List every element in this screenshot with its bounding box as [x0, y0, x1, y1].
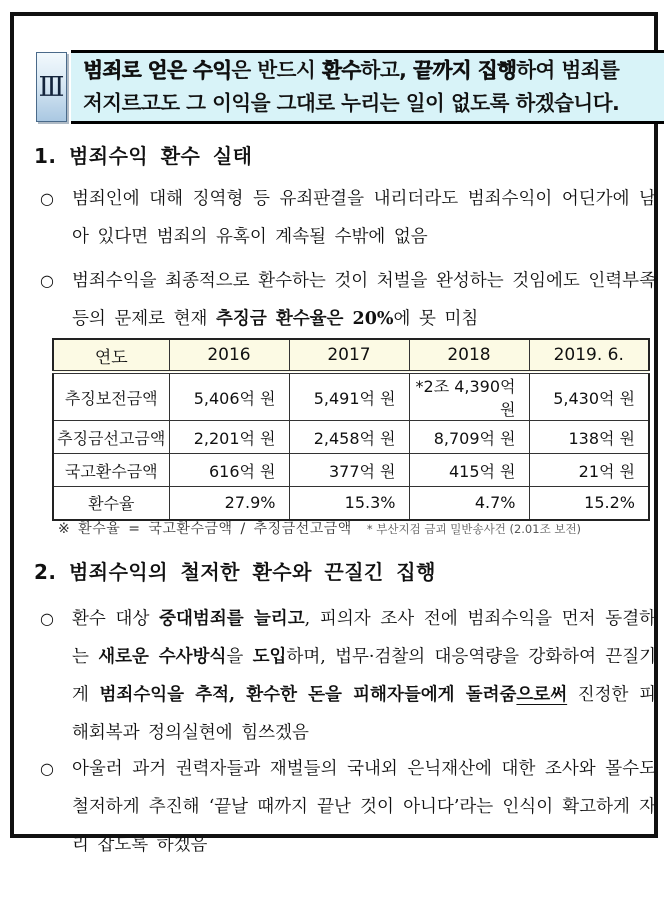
- header-banner: [71, 50, 664, 124]
- bullet-marker: ○: [40, 189, 54, 208]
- cell-value: 2,201억 원: [169, 421, 289, 454]
- bullet-marker: ○: [40, 609, 54, 628]
- section-2-heading: 2. 범죄수익의 철저한 환수와 끈질긴 집행: [34, 560, 436, 584]
- row-label: 추징금선고금액: [53, 421, 169, 454]
- col-header-year: 연도: [53, 339, 169, 372]
- footnote-case-note: * 부산지검 금괴 밀반송사건 (2.01조 보전): [366, 522, 582, 536]
- table-row: [53, 372, 649, 421]
- roman-numeral: Ⅲ: [38, 71, 65, 103]
- cell-value: 616억 원: [169, 454, 289, 487]
- bullet-marker: ○: [40, 759, 54, 778]
- cell-value: *2조 4,390억 원: [409, 372, 529, 421]
- cell-value: 5,406억 원: [169, 372, 289, 421]
- col-header-2017: 2017: [289, 339, 409, 372]
- page-border-frame: [10, 12, 658, 855]
- table-row: [53, 421, 649, 454]
- cell-value: 4.7%: [409, 487, 529, 520]
- table-footnote: [58, 518, 581, 538]
- table-header-row: [53, 339, 649, 372]
- bullet-marker: ○: [40, 271, 54, 290]
- recovery-stats-table: [52, 338, 650, 521]
- bullet-text: 아울러 과거 권력자들과 재벌들의 국내외 은닉재산에 대한 조사와 몰수도 철저하게 추진해 ‘끝날 때까지 끝난 것이 아니다’라는 인식이 확고하게 자리 잡도록 하겠음: [72, 759, 656, 855]
- table-row: [53, 487, 649, 520]
- row-label: 국고환수금액: [53, 454, 169, 487]
- cell-value: 21억 원: [529, 454, 649, 487]
- cell-value: 5,430억 원: [529, 372, 649, 421]
- bullet-text: 범죄인에 대해 징역형 등 유죄판결을 내리더라도 범죄수익이 어딘가에 남아 있다면 범죄의 유혹이 계속될 수밖에 없음: [72, 189, 656, 247]
- bullet-paragraph: [40, 750, 656, 864]
- bullet-text: 환수 대상 중대범죄를 늘리고, 피의자 조사 전에 범죄수익을 먼저 동결하는 새로운 수사방식을 도입하며, 법무·검찰의 대응역량을 강화하여 끈질기게 범죄수익을 추적, 환수한 돈을 피해자들에게 돌려줌으로써 진정한 피해회복과 정의실현에 힘쓰겠음: [72, 609, 656, 743]
- bullet-paragraph: [40, 180, 656, 256]
- banner-line-1: 범죄로 얻은 수익은 반드시 환수하고, 끝까지 집행하여 범죄를: [83, 58, 620, 82]
- bullet-paragraph: [40, 262, 656, 338]
- cell-value: 8,709억 원: [409, 421, 529, 454]
- footnote-formula: ※ 환수율 = 국고환수금액 / 추징금선고금액: [58, 521, 352, 537]
- row-label: 추징보전금액: [53, 372, 169, 421]
- row-label: 환수율: [53, 487, 169, 520]
- section-1-heading: 1. 범죄수익 환수 실태: [34, 144, 253, 168]
- cell-value: 138억 원: [529, 421, 649, 454]
- col-header-2018: 2018: [409, 339, 529, 372]
- banner-line-2: 저지르고도 그 이익을 그대로 누리는 일이 없도록 하겠습니다.: [83, 91, 620, 115]
- col-header-2016: 2016: [169, 339, 289, 372]
- cell-value: 415억 원: [409, 454, 529, 487]
- bullet-text: 범죄수익을 최종적으로 환수하는 것이 처벌을 완성하는 것임에도 인력부족 등의 문제로 현재 추징금 환수율은 20%에 못 미침: [72, 271, 656, 329]
- table-row: [53, 454, 649, 487]
- cell-value: 15.3%: [289, 487, 409, 520]
- cell-value: 15.2%: [529, 487, 649, 520]
- cell-value: 27.9%: [169, 487, 289, 520]
- cell-value: 377억 원: [289, 454, 409, 487]
- cell-value: 2,458억 원: [289, 421, 409, 454]
- section-numeral-box: [36, 52, 67, 122]
- bullet-paragraph: [40, 600, 656, 752]
- col-header-2019: 2019. 6.: [529, 339, 649, 372]
- cell-value: 5,491억 원: [289, 372, 409, 421]
